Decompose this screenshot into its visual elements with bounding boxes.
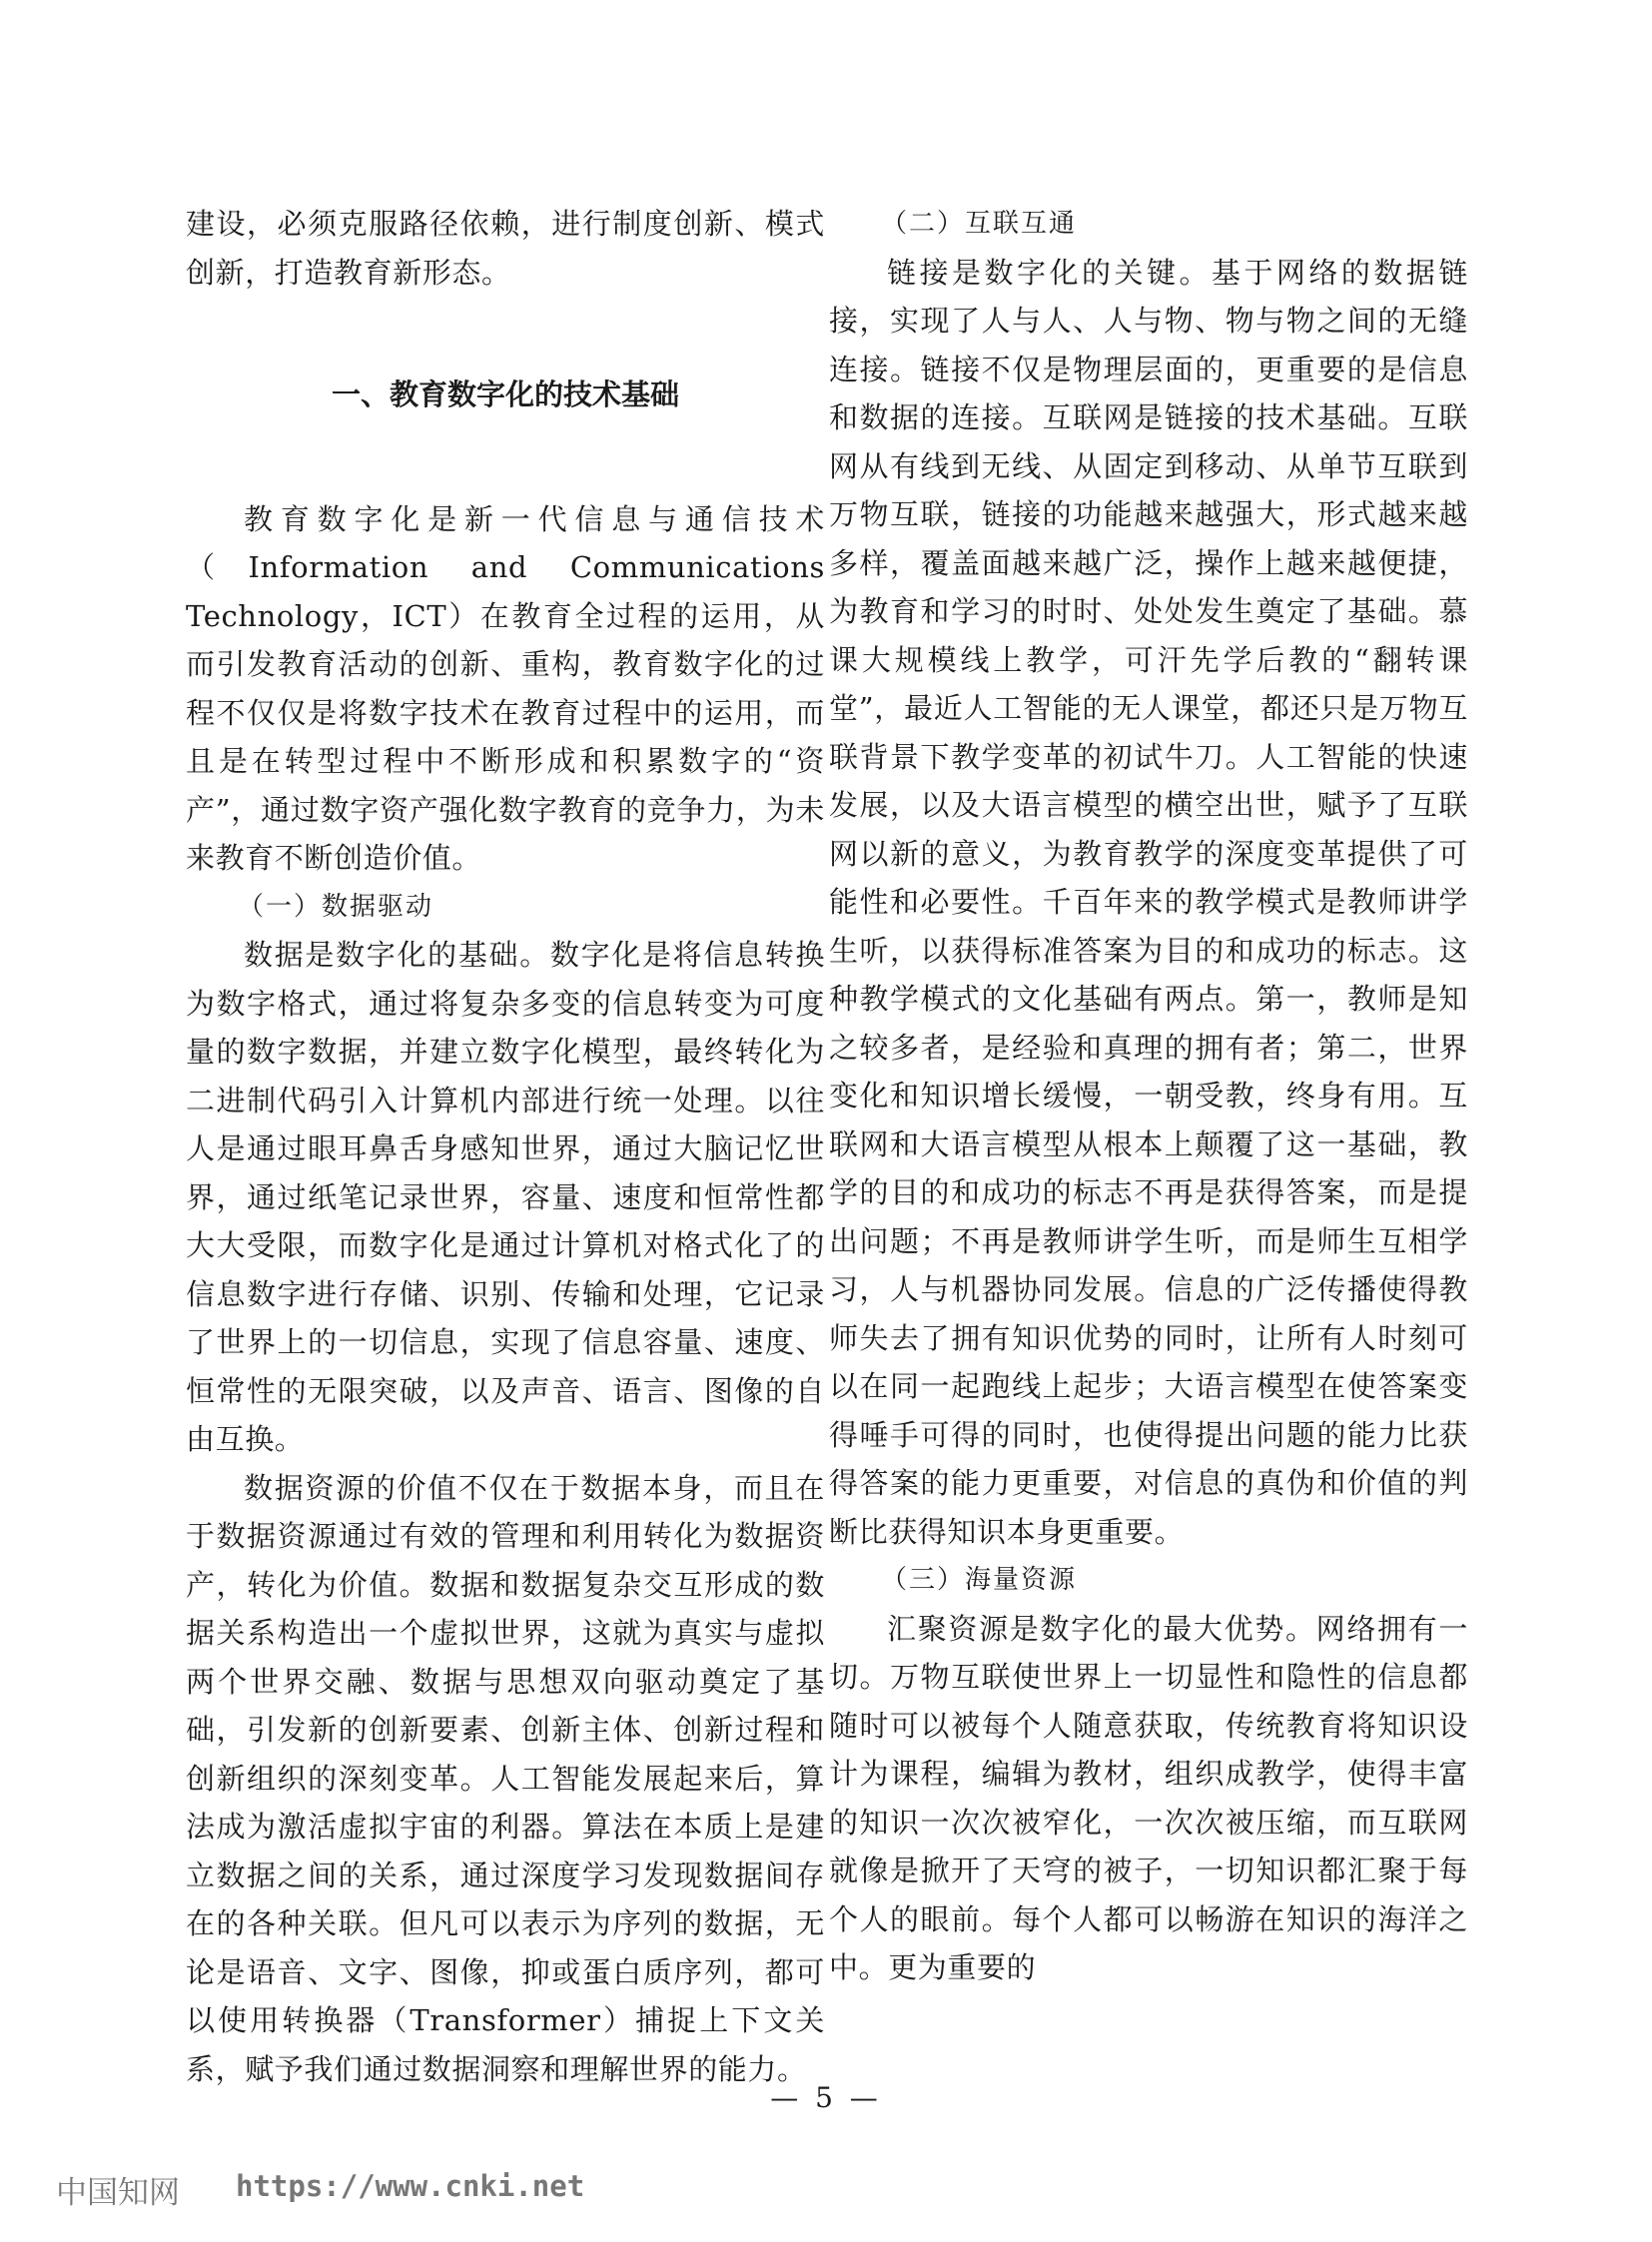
subheading-data-driven: （一）数据驱动 — [238, 891, 434, 922]
paragraph-continuation: 建设，必须克服路径依赖，进行制度创新、模式创新，打造教育新形态。 — [186, 207, 825, 290]
paragraph-data-2: 数据资源的价值不仅在于数据本身，而且在于数据资源通过有效的管理和利用转化为数据资产，转化为价值。数据和数据复杂交互形成的数据关系构造出一个虚拟世界，这就为真实与虚拟两个世界交融、数据与思想双向驱动奠定了基础，引发新的创新要素、创新主体、创新过程和创新组织的深刻变革。人工智能发展起来后，算法成为激活虚拟宇宙的利器。算法在本质上是建立数据之间的关系，通过深度学习发现数据间存在的各种关联。但凡可以表示为序列的数据，无论是语音、文字、图像，抑或蛋白质序列，都可以使用转换器（Transformer）捕捉上下文关系，赋予我们通过数据洞察和理解世界的能力。 — [186, 1470, 825, 2086]
footer-brand: 中国知网 — [56, 2175, 180, 2211]
paragraph-resource: 汇聚资源是数字化的最大优势。网络拥有一切。万物互联使世界上一切显性和隐性的信息都随时可以被每个人随意获取，传统教育将知识设计为课程，编辑为教材，组织成教学，使得丰富的知识一次次被窄化，一次次被压缩，而互联网就像是掀开了天穹的被子，一切知识都汇聚于每个人的眼前。每个人都可以畅游在知识的海洋之中。更为重要的 — [829, 1611, 1468, 1984]
footer-url[interactable]: https://www.cnki.net — [236, 2169, 585, 2203]
paragraph-intro: 教育数字化是新一代信息与通信技术（Information and Communications Technology，ICT）在教育全过程的运用，从而引发教育活动的创新、重构，教育数字化的过程不仅仅是将数字技术在教育过程中的运用，而且是在转型过程中不断形成和积累数字的“资产”，通过数字资产强化数字教育的竞争力，为未来教育不断创造价值。 — [186, 501, 825, 875]
subheading-interconnection: （二）互联互通 — [881, 209, 1078, 239]
subheading-massive-resources: （三）海量资源 — [881, 1565, 1078, 1595]
right-column — [829, 200, 1468, 1992]
paragraph-link: 链接是数字化的关键。基于网络的数据链接，实现了人与人、人与物、物与物之间的无缝连接。链接不仅是物理层面的，更重要的是信息和数据的连接。互联网是链接的技术基础。互联网从有线到无线、从固定到移动、从单节互联到万物互联，链接的功能越来越强大，形式越来越多样，覆盖面越来越广泛，操作上越来越便捷，为教育和学习的时时、处处发生奠定了基础。慕课大规模线上教学，可汗先学后教的“翻转课堂”，最近人工智能的无人课堂，都还只是万物互联背景下教学变革的初试牛刀。人工智能的快速发展，以及大语言模型的横空出世，赋予了互联网以新的意义，为教育教学的深度变革提供了可能性和必要性。千百年来的教学模式是教师讲学生听，以获得标准答案为目的和成功的标志。这种教学模式的文化基础有两点。第一，教师是知之较多者，是经验和真理的拥有者；第二，世界变化和知识增长缓慢，一朝受教，终身有用。互联网和大语言模型从根本上颠覆了这一基础，教学的目的和成功的标志不再是获得答案，而是提出问题；不再是教师讲学生听，而是师生互相学习，人与机器协同发展。信息的广泛传播使得教师失去了拥有知识优势的同时，让所有人时刻可以在同一起跑线上起步；大语言模型在使答案变得唾手可得的同时，也使得提出问题的能力比获得答案的能力更重要，对信息的真伪和价值的判断比获得知识本身更重要。 — [829, 255, 1468, 1549]
section-title: 一、教育数字化的技术基础 — [331, 377, 679, 411]
paragraph-data-1: 数据是数字化的基础。数字化是将信息转换为数字格式，通过将复杂多变的信息转变为可度量的数字数据，并建立数字化模型，最终转化为二进制代码引入计算机内部进行统一处理。以往人是通过眼耳鼻舌身感知世界，通过大脑记忆世界，通过纸笔记录世界，容量、速度和恒常性都大大受限，而数字化是通过计算机对格式化了的信息数字进行存储、识别、传输和处理，它记录了世界上的一切信息，实现了信息容量、速度、恒常性的无限突破，以及声音、语言、图像的自由互换。 — [186, 938, 825, 1456]
page-number: — 5 — — [770, 2081, 882, 2114]
left-column — [186, 200, 825, 2093]
